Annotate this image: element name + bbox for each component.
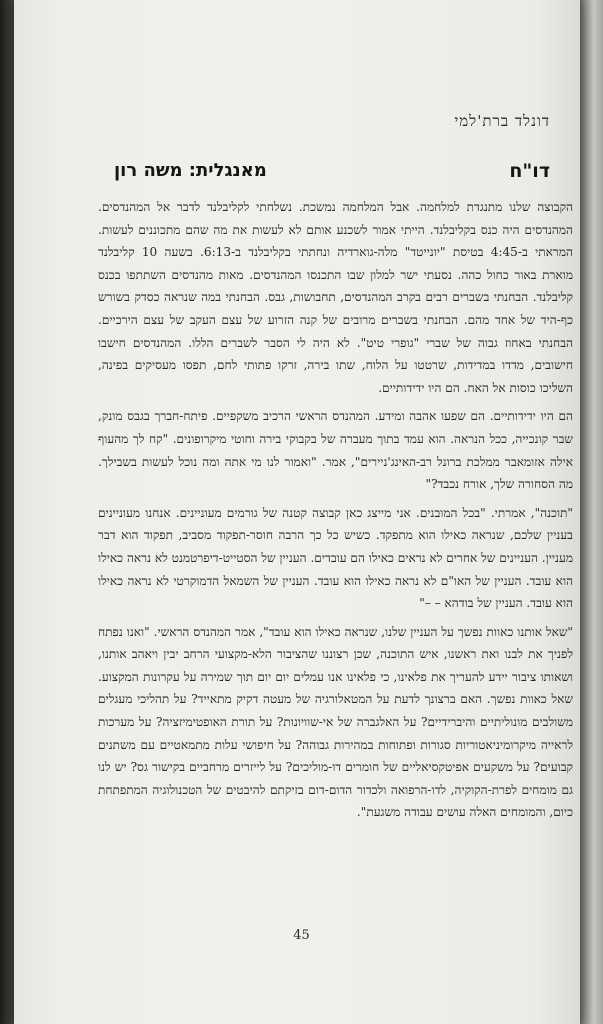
paragraph: "שאל אותנו כאוות נפשך על העניין שלנו, שנראה כאילו הוא עובד", אמר המהנדס הראשי. "ואנו נפתח לפניך את לבנו ואת ראשנו, איש התוכנה, שכן רצוננו שהציבור הלא-מקצועי הרחב יבין ויאהב אותנו, ושאותו ציבור יידע להעריך את פלאינו, כי פלאינו אנו עמלים יום יום תוך שמירה על עקרונות המקצוע. שאל כאוות נפשך. האם ברצונך לדעת על המטאלורגיה של מעטה דקיק מתאייד? על תהליכי מעגלים משולבים מונוליתיים והיברידיים? על האלגברה של אי-שוויונות? על תורת האופטימיזציה? על מערכות לראייה מיקרומיניאטוריות סגורות ופתוחות במהירות גבוהה? על חיפושי עלות מתמאטיים עם משתנים קבועים? על משקעים אפיטקסיאליים של חומרים דו-מוליכים? על לייזרים מרחביים בקישור גס? יש לנו גם מומחים לפרת-הקוקיה, לדו-הרפואה ולכדור הדום-דום בזיקתם להיבטים של הטכנולוגיה המתפתחת כיום, והמומחים האלה עושים עבודה משגעת". (98, 624, 573, 820)
book-gutter-shadow (0, 0, 14, 1024)
running-head: דונלד ברת'למי (454, 112, 550, 130)
chapter-heading (114, 160, 550, 188)
paragraph: "תוכנה", אמרתי. "בכל המובנים. אני מייצג כאן קבוצה קטנה של גורמים מעוניינים. אנחנו מעוניינים בעניין שלכם, שנראה כאילו הוא מתפקד. כשיש כל כך הרבה חוסר-תפקוד מסביב, תפקוד הוא דבר מעניין. העניינים של אחרים לא נראים כאילו הם עובדים. העניין של הסטייט-דיפרטמנט לא נראה כאילו הוא עובד. העניין של האו"ם לא נראה כאילו הוא עובד. העניין של השמאל הדמוקרטי לא נראה כאילו הוא עובד. העניין של בודהא – –" (98, 505, 573, 611)
paragraph: הקבוצה שלנו מתנגדת למלחמה. אבל המלחמה נמשכת. נשלחתי לקליבלנד לדבר אל המהנדסים. המהנדסים היה כנס בקליבלנד. הייתי אמור לשכנע אותם לא לעשות את מה שהם מתכוננים לעשות. המראתי ב-4:45 בטיסת "יונייטד" מלה-גוארדיה ונחתתי בקליבלנד ב-6:13. בשעה 10 קליבלנד מוארת באור כחול כהה. נסעתי ישר למלון שבו התכנסו המהנדסים. מאות מהנדסים השתתפו בכנס קליבלנד. הבחנתי בשברים רבים בקרב המהנדסים, תחבושות, גבס. הבחנתי במה שנראה כסדק בשורש כף-היד של אחד מהם. הבחנתי בשברים מרובים של קנה הזרוע של עצם העקב של עצם הירכיים. הבחנתי באחוז גבוה של שברי "גופרי טיט". לא היה לי הסבר לשברים הללו. המהנדסים חישבו חישובים, מדדו במדידות, שרטטו על הלוח, שתו בירה, זרקו פתותי לחם, תפסו מעסיקים בפינה, השליכו כוסות אל האח. הם היו ידידותיים. (98, 200, 573, 395)
paragraph: הם היו ידידותיים. הם שפעו אהבה ומידע. המהנדס הראשי הרכיב משקפיים. פיתח-חברך בגבס מונק, שבר קונכייה, ככל הנראה. הוא עמד בתוך מעברה של בקבוקי בירה וחוטי מיקרופונים. "קח לך מהעוף אילה אזומאבר ממלכת ברונל רב-האינג'ניירים", אמר. "ואמור לנו מי אתה ומה נוכל לעשות בשבילך. מה הסחורה שלך, אורח נכבד?" (98, 409, 573, 492)
page-number: 45 (293, 928, 310, 943)
body-text (98, 196, 573, 830)
chapter-title: מאנגלית: משה רון (114, 160, 267, 181)
chapter-code: דו"ח (509, 160, 550, 182)
book-page-edge (580, 0, 603, 1024)
